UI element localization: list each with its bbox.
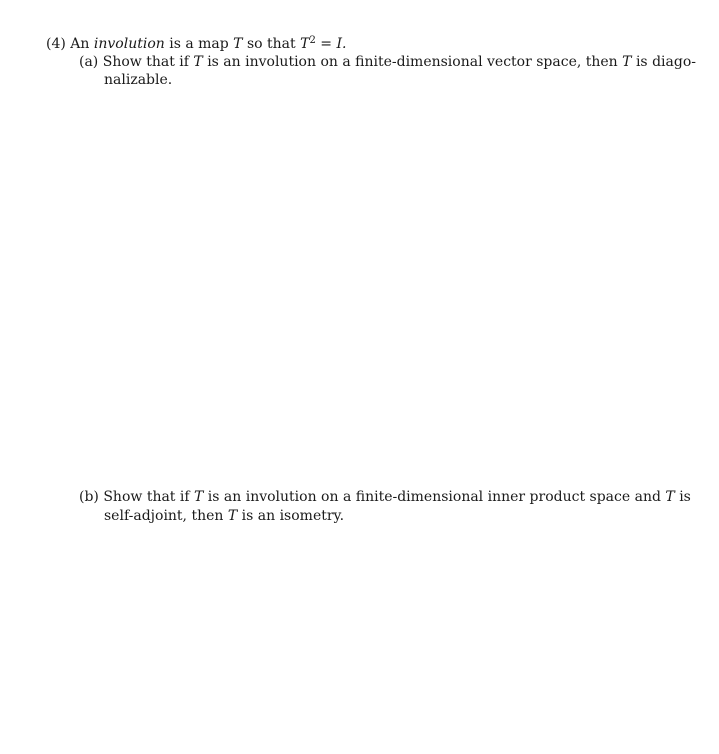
term-involution: involution xyxy=(93,36,165,52)
math-variable-t: T xyxy=(233,36,243,52)
part-a-text: Show that if xyxy=(102,54,189,70)
part-b-text: is an isometry. xyxy=(241,508,345,524)
part-a-continuation xyxy=(104,71,172,89)
math-variable-t: T xyxy=(194,489,204,505)
part-b-label: (b) xyxy=(79,489,99,505)
part-b-statement xyxy=(79,488,691,506)
intro-text: is a map xyxy=(169,36,229,52)
part-b-continuation xyxy=(104,507,344,525)
answer-space-part-b xyxy=(46,530,676,740)
part-b-text: self-adjoint, then xyxy=(104,508,224,524)
math-variable-t: T xyxy=(300,36,310,52)
math-t-squared xyxy=(300,36,316,52)
problem-number: (4) xyxy=(46,36,66,52)
part-a-text: is an involution on a finite-dimensional vector space, then xyxy=(207,54,618,70)
part-b-text: Show that if xyxy=(103,489,190,505)
math-equals-identity: = I. xyxy=(320,36,347,52)
part-a-text: nalizable. xyxy=(104,72,173,88)
problem-statement xyxy=(46,35,346,53)
math-variable-t: T xyxy=(665,489,675,505)
math-exponent: 2 xyxy=(309,35,316,46)
answer-space-part-a xyxy=(46,95,676,475)
part-b-text: is xyxy=(679,489,691,505)
part-a-label: (a) xyxy=(79,54,99,70)
part-b-text: is an involution on a finite-dimensional inner product space and xyxy=(207,489,661,505)
intro-text: An xyxy=(70,36,90,52)
intro-text: so that xyxy=(246,36,296,52)
math-variable-t: T xyxy=(227,508,238,524)
math-variable-t: T xyxy=(193,54,203,70)
math-variable-t: T xyxy=(622,54,632,70)
part-a-text: is diago- xyxy=(635,54,696,70)
part-a-statement xyxy=(79,53,696,71)
